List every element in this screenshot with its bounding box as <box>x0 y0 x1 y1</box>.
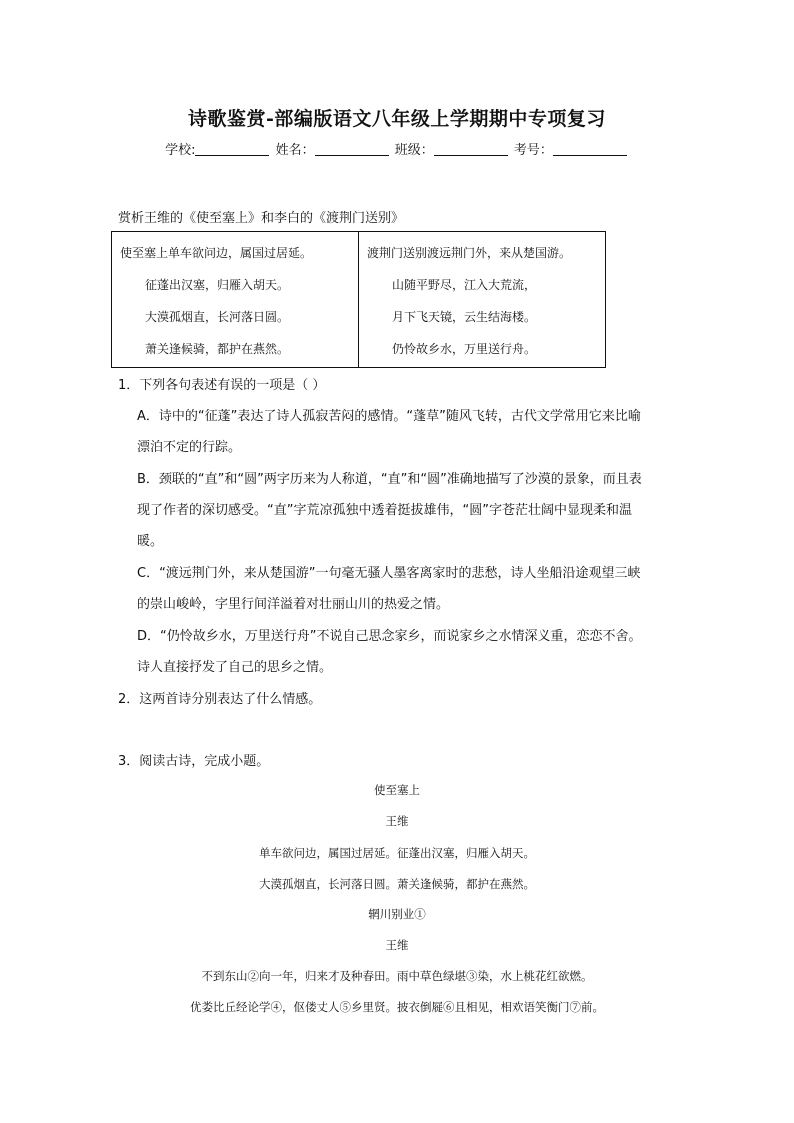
poem-line: 征蓬出汉塞，归雁入胡天。 <box>145 278 290 292</box>
option-d-line-1: D．“仍怜故乡水，万里送行舟”不说自己思念家乡，而说家乡之水情深义重，恋恋不舍。 <box>137 629 642 644</box>
poem-column-right <box>358 232 605 367</box>
poem-line: 山随平野尽，江入大荒流， <box>392 278 537 292</box>
school-label: 学校: <box>165 143 196 158</box>
poem-column-left <box>112 232 358 367</box>
poem-1-title: 使至塞上 <box>374 783 420 797</box>
poem-2-line-1: 不到东山②向一年，归来才及种春田。雨中草色绿堪③染，水上桃花红欲燃。 <box>201 969 593 983</box>
poem-2-line-2: 优娄比丘经论学④，伛偻丈人⑤乡里贤。披衣倒屣⑥且相见，相欢语笑衡门⑦前。 <box>190 1000 604 1014</box>
poem-1-author: 王维 <box>385 814 409 828</box>
poem-1-line-2: 大漠孤烟直，长河落日圆。萧关逢候骑，都护在燕然。 <box>259 877 535 891</box>
poem-line: 月下飞天镜，云生结海楼。 <box>392 310 537 324</box>
class-label: 班级： <box>394 143 434 158</box>
poem-line: 渡荆门送别渡远荆门外，来从楚国游。 <box>367 246 572 260</box>
option-b-line-2: 现了作者的深切感受。“直”字荒凉孤独中透着挺拔雄伟，“圆”字苍茫壮阔中显现柔和温 <box>137 503 632 518</box>
poem-comparison-table <box>111 231 606 368</box>
exam-no-blank[interactable] <box>553 143 627 156</box>
poem-2-title: 辋川别业① <box>368 907 426 921</box>
option-b-line-1: B．颈联的“直”和“圆”两字历来为人称道，“直”和“圆”准确地描写了沙漠的景象，而且表 <box>137 472 642 487</box>
poem-line: 萧关逢候骑，都护在燕然。 <box>145 342 290 356</box>
poem-line: 使至塞上单车欲问边，属国过居延。 <box>120 246 313 260</box>
option-c-line-1: C．“渡远荆门外，来从楚国游”一句毫无骚人墨客离家时的悲愁，诗人坐船沿途观望三峡 <box>137 566 641 581</box>
option-a-line-1: A．诗中的“征蓬”表达了诗人孤寂苦闷的感情。“蓬草”随风飞转，古代文学常用它来比喻 <box>137 409 641 424</box>
question-3: 3．阅读古诗，完成小题。 <box>118 754 270 769</box>
poem-line: 大漠孤烟直，长河落日圆。 <box>145 310 290 324</box>
name-blank[interactable] <box>315 143 389 156</box>
poem-2-author: 王维 <box>385 938 409 952</box>
poem-1-line-1: 单车欲问边，属国过居延。征蓬出汉塞，归雁入胡天。 <box>259 846 535 860</box>
poem-line: 仍怜故乡水，万里送行舟。 <box>392 342 537 356</box>
name-label: 姓名： <box>275 143 315 158</box>
page-title: 诗歌鉴赏-部编版语文八年级上学期期中专项复习 <box>188 108 606 130</box>
option-a-line-2: 漂泊不定的行踪。 <box>137 440 242 455</box>
question-1-stem: 1．下列各句表述有误的一项是（ ） <box>118 378 326 393</box>
intro-text: 赏析王维的《使至塞上》和李白的《渡荆门送别》 <box>118 211 405 226</box>
class-blank[interactable] <box>434 143 508 156</box>
student-info-line <box>0 139 794 158</box>
exam-no-label: 考号： <box>513 143 553 158</box>
school-blank[interactable] <box>195 143 269 156</box>
option-b-line-3: 暖。 <box>137 534 164 549</box>
question-2: 2．这两首诗分别表达了什么情感。 <box>118 692 322 707</box>
option-c-line-2: 的崇山峻岭，字里行间洋溢着对壮丽山川的热爱之情。 <box>137 597 450 612</box>
option-d-line-2: 诗人直接抒发了自己的思乡之情。 <box>137 660 333 675</box>
